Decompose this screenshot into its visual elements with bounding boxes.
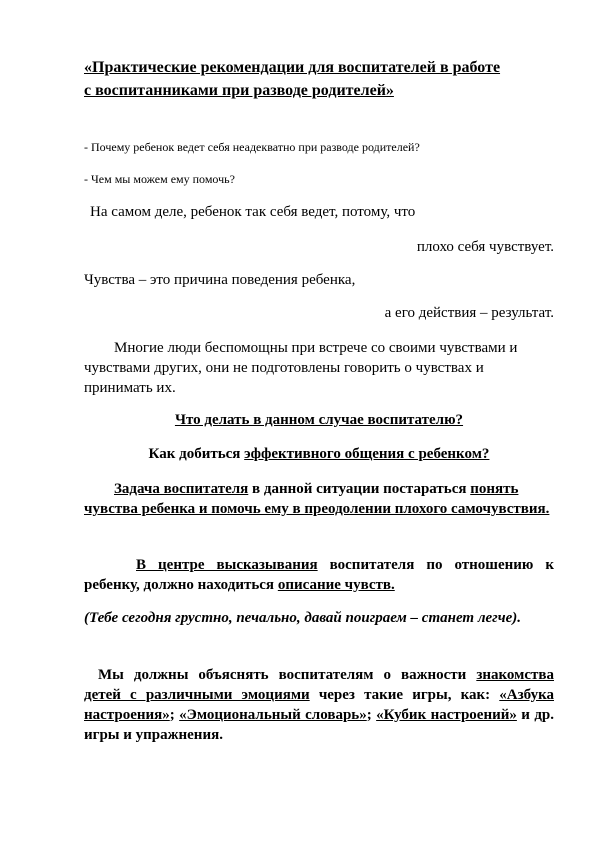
center-label: В центре высказывания (136, 557, 318, 573)
final-text-1: Мы должны объяснять воспитателям о важности (98, 667, 477, 683)
task-paragraph (84, 479, 554, 519)
paragraph-2: Чувства – это причина поведения ребенка, (84, 272, 356, 288)
title-line-2: с воспитанниками при разводе родителей» (84, 82, 394, 99)
final-separator-2: ; (366, 707, 377, 723)
heading-effective-communication (84, 444, 554, 464)
example-paragraph: (Тебе сегодня грустно, печально, давай поиграем – станет легче). (84, 610, 521, 626)
paragraph-1-continuation: плохо себя чувствует. (416, 239, 554, 255)
final-text-3: и др. игры и упражнения. (84, 707, 554, 743)
heading-what-to-do: Что делать в данном случае воспитателю? (174, 412, 464, 428)
paragraph-1: На самом деле, ребенок так себя ведет, потому, что (90, 204, 416, 220)
center-paragraph (84, 555, 554, 595)
final-paragraph (84, 665, 554, 745)
final-text-2: через такие игры, как: (309, 687, 500, 703)
task-label: Задача воспитателя (114, 481, 249, 497)
heading-underlined: эффективного общения с ребенком? (244, 446, 490, 462)
center-emphasis: описание чувств. (277, 577, 395, 593)
title-line-1: «Практические рекомендации для воспитателей в работе (84, 59, 501, 76)
game-emotsionalny-slovar: «Эмоциональный словарь» (179, 707, 367, 723)
game-azbuka-nastroeniya: «Азбука настроения» (84, 687, 554, 723)
document-title (84, 56, 554, 102)
final-emphasis-emotions: знакомства детей с различными эмоциями (84, 667, 554, 703)
question-2: - Чем мы можем ему помочь? (84, 172, 235, 186)
final-separator-1: ; (169, 707, 180, 723)
center-text: воспитателя по отношению к ребенку, должно находиться (84, 557, 554, 593)
task-goal: понять чувства ребенка и помочь ему в преодолении плохого самочувствия. (84, 481, 550, 517)
game-kubik-nastroeniy: «Кубик настроений» (376, 707, 517, 723)
paragraph-2-continuation: а его действия – результат. (384, 305, 554, 321)
heading-prefix: Как добиться (148, 446, 245, 462)
paragraph-3: Многие люди беспомощны при встрече со своими чувствами и чувствами других, они не подготовлены говорить о чувствах и принимать их. (84, 340, 518, 396)
question-1: - Почему ребенок ведет себя неадекватно при разводе родителей? (84, 140, 420, 154)
task-text: в данной ситуации постараться (248, 481, 471, 497)
